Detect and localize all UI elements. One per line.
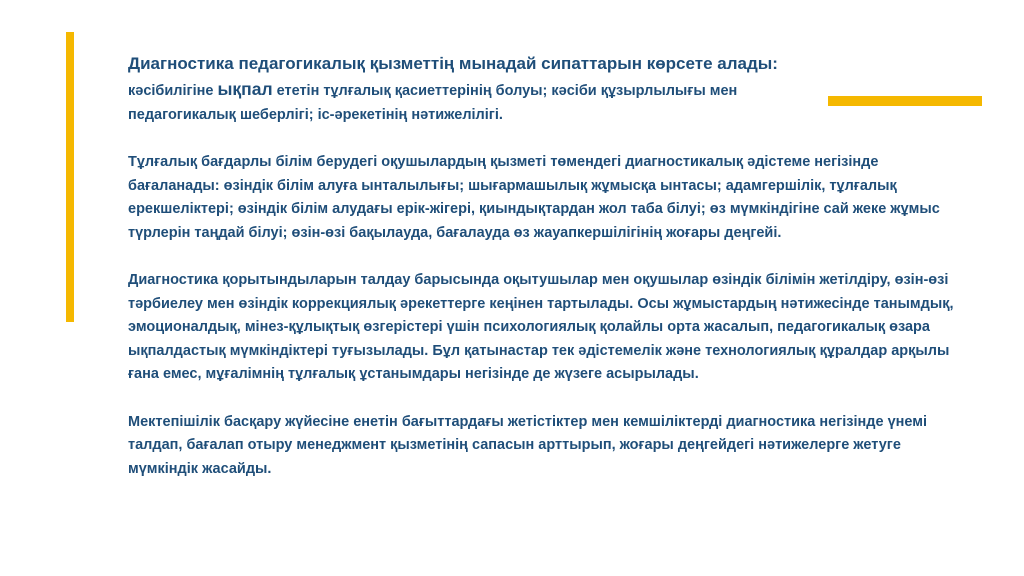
accent-bar-vertical (66, 32, 74, 322)
paragraph-1 (128, 78, 828, 127)
paragraph-4: Мектепішілік басқару жүйесіне енетін бағыттардағы жетістіктер мен кемшіліктерді диагностика негізінде үнемі талдап, бағалап отыру менеджмент қызметінің сапасын арттырып, жоғары деңгейдегі нәтижелерге жетуге мүмкіндік жасайды. (128, 413, 928, 477)
paragraph-1-end: ететін тұлғалық қасиеттерінің болуы; кәсіби құзырлылығы мен педагогикалық шеберлігі; іс-әрекетінің нәтижелілігі. (128, 83, 738, 123)
paragraph-1-start: кәсібилігіне (128, 83, 218, 99)
slide-title: Диагностика педагогикалық қызметтің мынадай сипаттарын көрсете алады: (128, 54, 778, 73)
slide-content (128, 52, 968, 481)
paragraph-3: Диагностика қорытындыларын талдау барысында оқытушылар мен оқушылар өзіндік білімін жетілдіру, өзін-өзі тәрбиелеу мен өзіндік коррекциялық әрекеттерге кеңінен тартылады. Осы жұмыстардың нәтижесінде танымдық, эмоционалдық, мінез-құлықтық өзгерістері үшін психологиялық қолайлы орта жасалып, педагогикалық өзара ықпалдастық мүмкіндіктері туғызылады. Бұл қатынастар тек әдістемелік және технологиялық құралдар арқылы ғана емес, мұғалімнің тұлғалық ұстанымдары негізінде де жүзеге асырылады. (128, 272, 954, 382)
paragraph-1-emphasis: ықпал (217, 79, 273, 99)
paragraph-2: Тұлғалық бағдарлы білім берудегі оқушылардың қызметі төмендегі диагностикалық әдістеме негізінде бағаланады: өзіндік білім алуға ынталылығы; шығармашылық жұмысқа ынтасы; адамгершілік, тұлғалық ерекшеліктері; өзіндік білім алудағы ерік-жігері, қиындықтардан жол таба білуі; өз мүмкіндігіне сай жеке жұмыс түрлерін таңдай білуі; өзін-өзі бақылауда, бағалауда өз жауапкершілігінің жоғары деңгейі. (128, 154, 940, 241)
